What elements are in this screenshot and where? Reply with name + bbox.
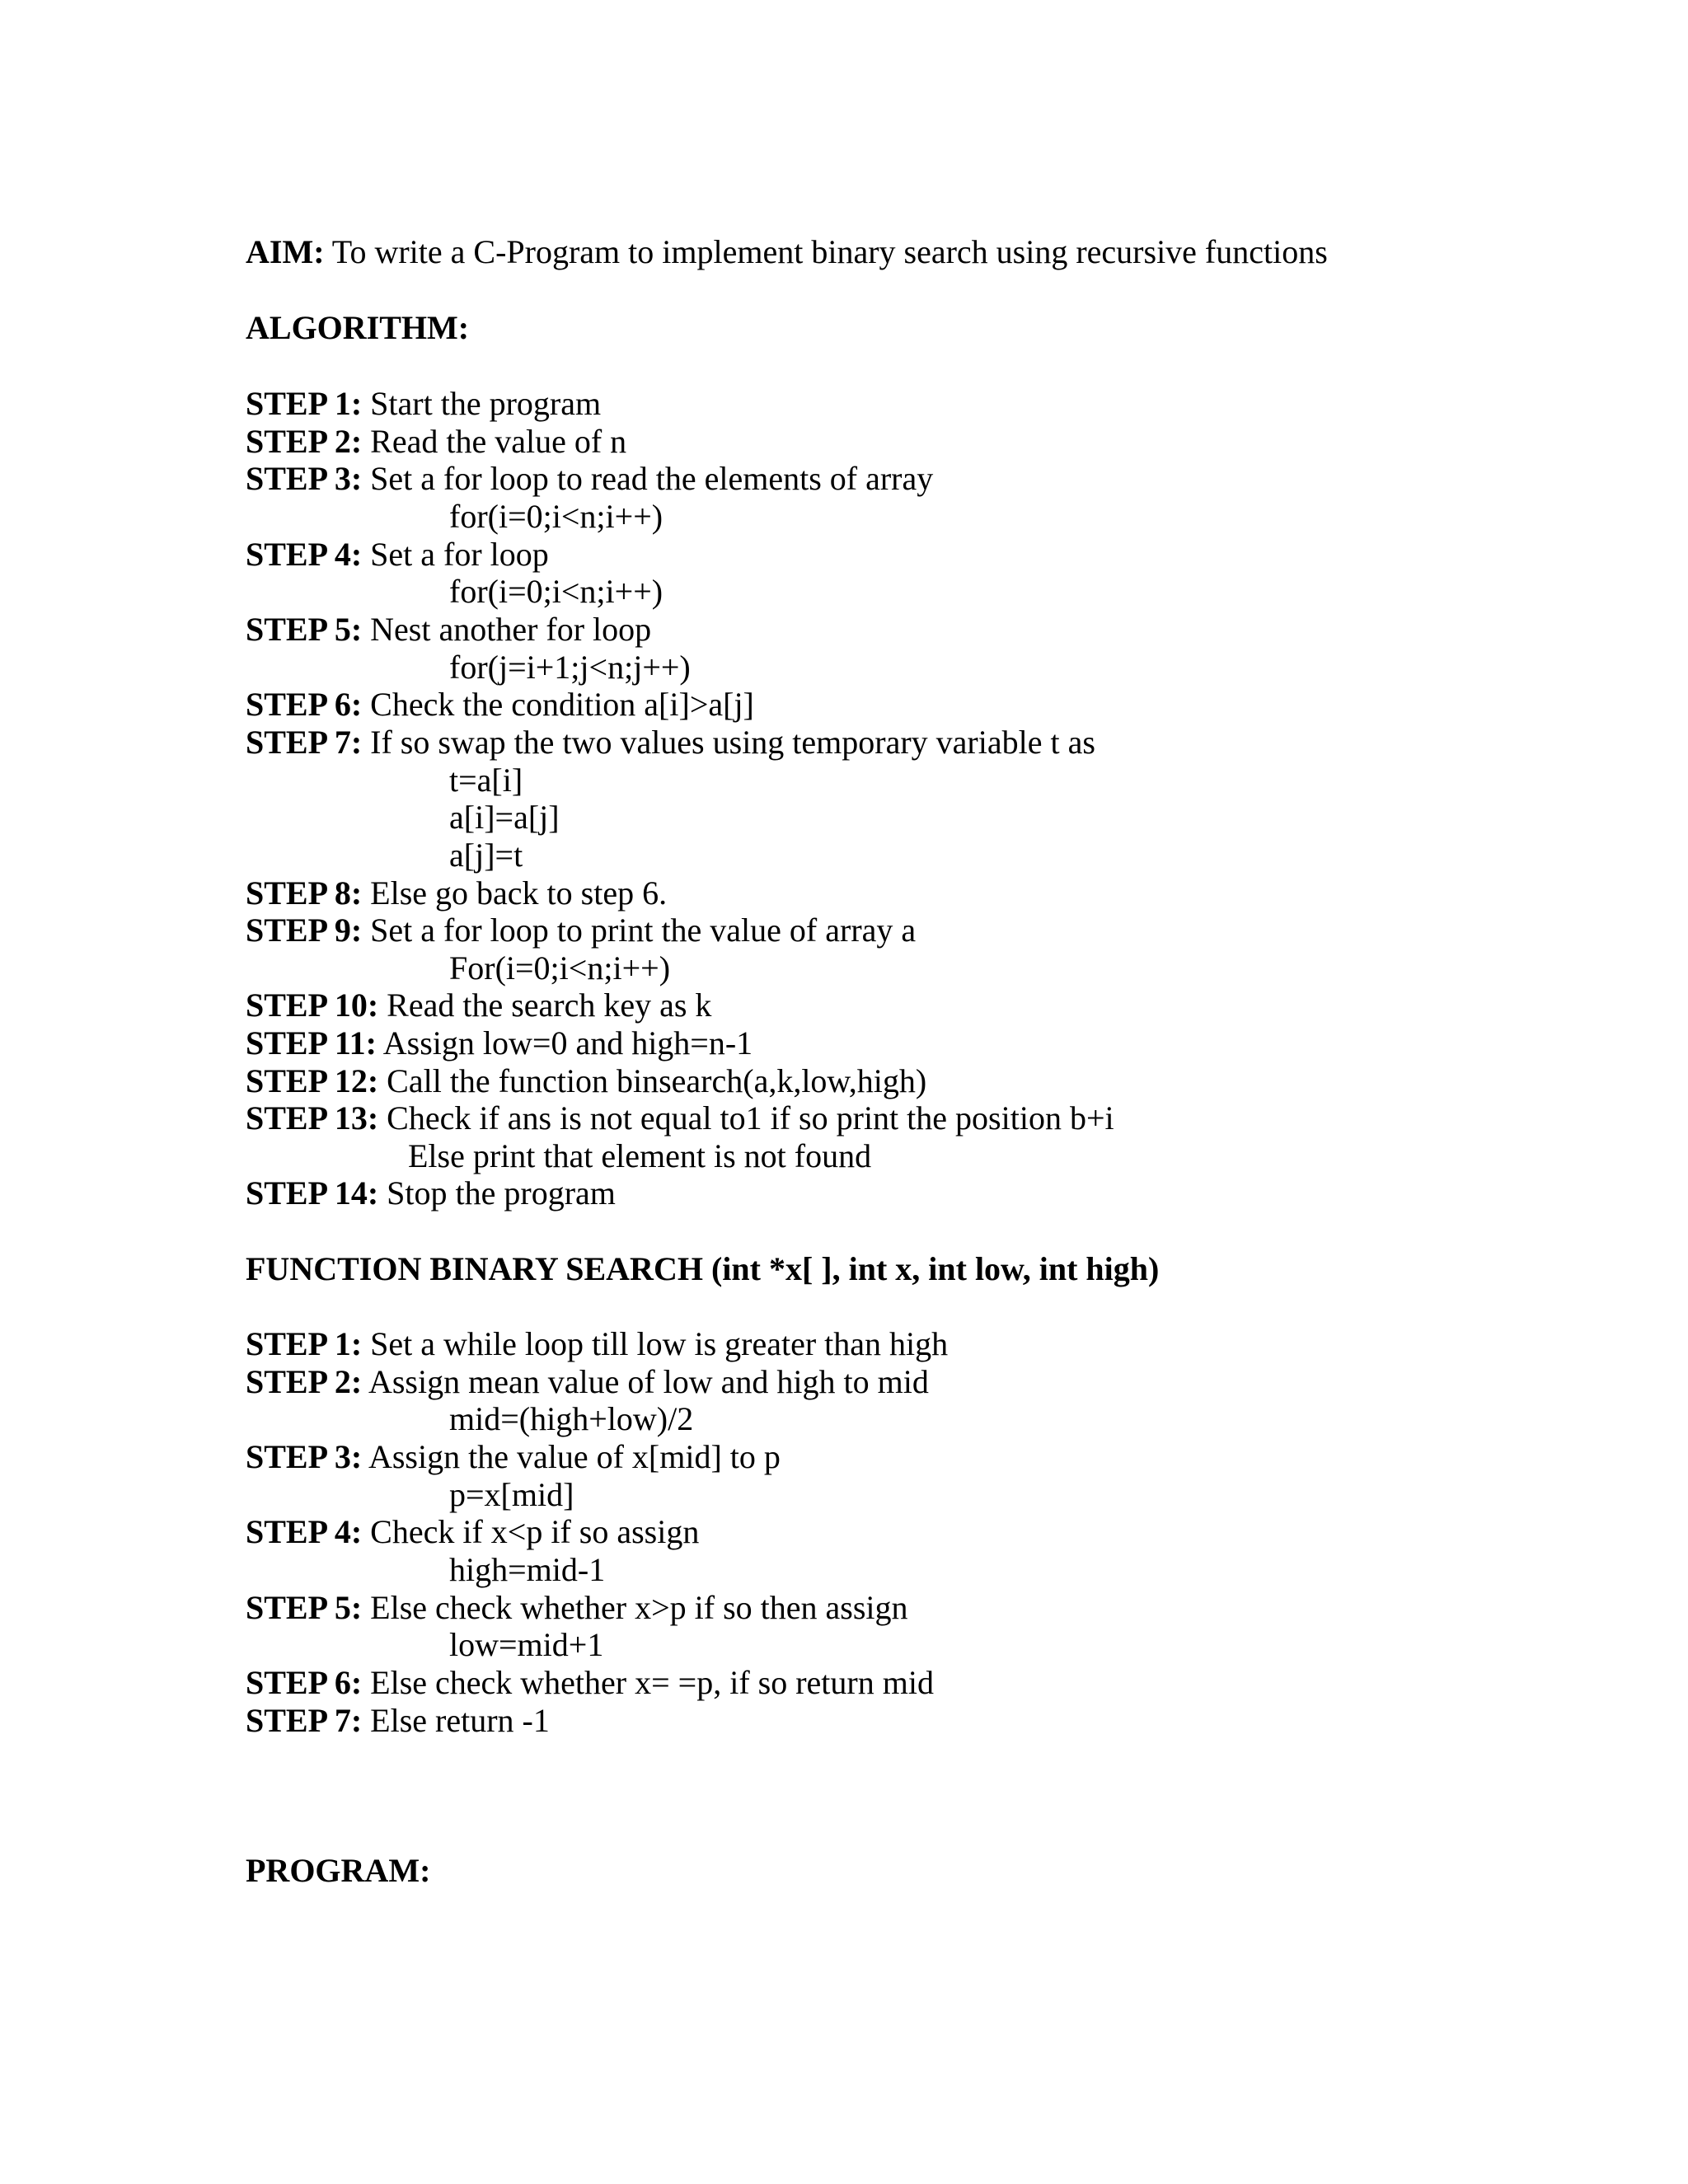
- step-text: Read the value of n: [362, 423, 627, 460]
- algorithm-step-13: [246, 1099, 1114, 1137]
- code-line: t=a[i]: [449, 762, 523, 799]
- function-step-4: [246, 1513, 699, 1551]
- step-text: Nest another for loop: [362, 611, 652, 648]
- step-text: Assign mean value of low and high to mid: [362, 1363, 929, 1400]
- algorithm-step-9: [246, 912, 916, 949]
- step-label: STEP 6:: [246, 1664, 363, 1701]
- function-step-7: [246, 1702, 550, 1740]
- step-label: STEP 2:: [246, 1363, 363, 1400]
- code-line: low=mid+1: [449, 1626, 604, 1663]
- algorithm-step-8: [246, 874, 667, 912]
- function-step-5: [246, 1589, 908, 1627]
- step-label: STEP 3:: [246, 1438, 363, 1475]
- step-label: STEP 1:: [246, 385, 363, 422]
- step-label: STEP 12:: [246, 1062, 379, 1099]
- function-step-2: [246, 1363, 929, 1401]
- step-text: Check the condition a[i]>a[j]: [362, 686, 754, 723]
- step-label: STEP 11:: [246, 1024, 377, 1062]
- step-text: Check if ans is not equal to1 if so print the position b+i: [378, 1099, 1114, 1137]
- step-text: Call the function binsearch(a,k,low,high): [378, 1062, 927, 1099]
- step-text: If so swap the two values using temporary variable t as: [362, 724, 1095, 761]
- algorithm-step-12: [246, 1062, 926, 1100]
- function-heading: FUNCTION BINARY SEARCH (int *x[ ], int x, int low, int high): [246, 1250, 1160, 1287]
- step-text: Stop the program: [378, 1174, 616, 1212]
- code-line: p=x[mid]: [449, 1476, 574, 1513]
- algorithm-step-2: [246, 423, 626, 461]
- step-label: STEP 2:: [246, 423, 363, 460]
- step-text: Start the program: [362, 385, 602, 422]
- step-label: STEP 9:: [246, 912, 363, 949]
- algorithm-step-4: [246, 536, 549, 574]
- algorithm-step-1: [246, 385, 601, 423]
- aim-line: [246, 233, 1328, 271]
- step-13-else-line: Else print that element is not found: [408, 1137, 872, 1174]
- algorithm-step-6: [246, 686, 754, 724]
- step-text: Set a for loop to print the value of array a: [362, 912, 917, 949]
- step-label: STEP 13:: [246, 1099, 379, 1137]
- step-text: Else go back to step 6.: [362, 874, 668, 912]
- code-line: mid=(high+low)/2: [449, 1400, 694, 1437]
- algorithm-step-3: [246, 460, 933, 498]
- step-text: Read the search key as k: [378, 987, 712, 1024]
- algorithm-step-10: [246, 987, 711, 1024]
- step-label: STEP 7:: [246, 724, 363, 761]
- code-line: for(i=0;i<n;i++): [449, 498, 663, 535]
- code-line: a[j]=t: [449, 837, 523, 874]
- step-text: Assign low=0 and high=n-1: [376, 1024, 753, 1062]
- step-label: STEP 5:: [246, 1589, 363, 1626]
- algorithm-heading: ALGORITHM:: [246, 309, 470, 346]
- code-line: For(i=0;i<n;i++): [449, 949, 671, 987]
- aim-text: To write a C-Program to implement binary search using recursive functions: [324, 233, 1328, 270]
- aim-label: AIM:: [246, 233, 325, 270]
- step-text: Else check whether x>p if so then assign: [362, 1589, 908, 1626]
- algorithm-step-7: [246, 724, 1095, 762]
- algorithm-step-14: [246, 1174, 616, 1212]
- step-label: STEP 7:: [246, 1702, 363, 1739]
- code-line: for(j=i+1;j<n;j++): [449, 649, 691, 686]
- step-label: STEP 3:: [246, 460, 363, 497]
- function-step-6: [246, 1664, 934, 1702]
- step-label: STEP 4:: [246, 1513, 363, 1550]
- code-line: a[i]=a[j]: [449, 799, 560, 836]
- step-label: STEP 8:: [246, 874, 363, 912]
- algorithm-step-11: [246, 1024, 753, 1062]
- step-text: Assign the value of x[mid] to p: [362, 1438, 781, 1475]
- code-line: for(i=0;i<n;i++): [449, 573, 663, 610]
- program-heading: PROGRAM:: [246, 1852, 431, 1889]
- function-step-3: [246, 1438, 781, 1476]
- code-line: high=mid-1: [449, 1551, 606, 1588]
- step-text: Else check whether x= =p, if so return mid: [362, 1664, 934, 1701]
- step-label: STEP 1:: [246, 1325, 363, 1362]
- step-label: STEP 5:: [246, 611, 363, 648]
- step-label: STEP 14:: [246, 1174, 379, 1212]
- step-label: STEP 4:: [246, 536, 363, 573]
- step-text: Set a for loop to read the elements of array: [362, 460, 934, 497]
- step-text: Else return -1: [362, 1702, 550, 1739]
- algorithm-step-5: [246, 611, 651, 649]
- step-text: Set a for loop: [362, 536, 549, 573]
- function-step-1: [246, 1325, 948, 1363]
- step-text: Set a while loop till low is greater than high: [362, 1325, 949, 1362]
- step-label: STEP 10:: [246, 987, 379, 1024]
- step-label: STEP 6:: [246, 686, 363, 723]
- step-text: Check if x<p if so assign: [362, 1513, 700, 1550]
